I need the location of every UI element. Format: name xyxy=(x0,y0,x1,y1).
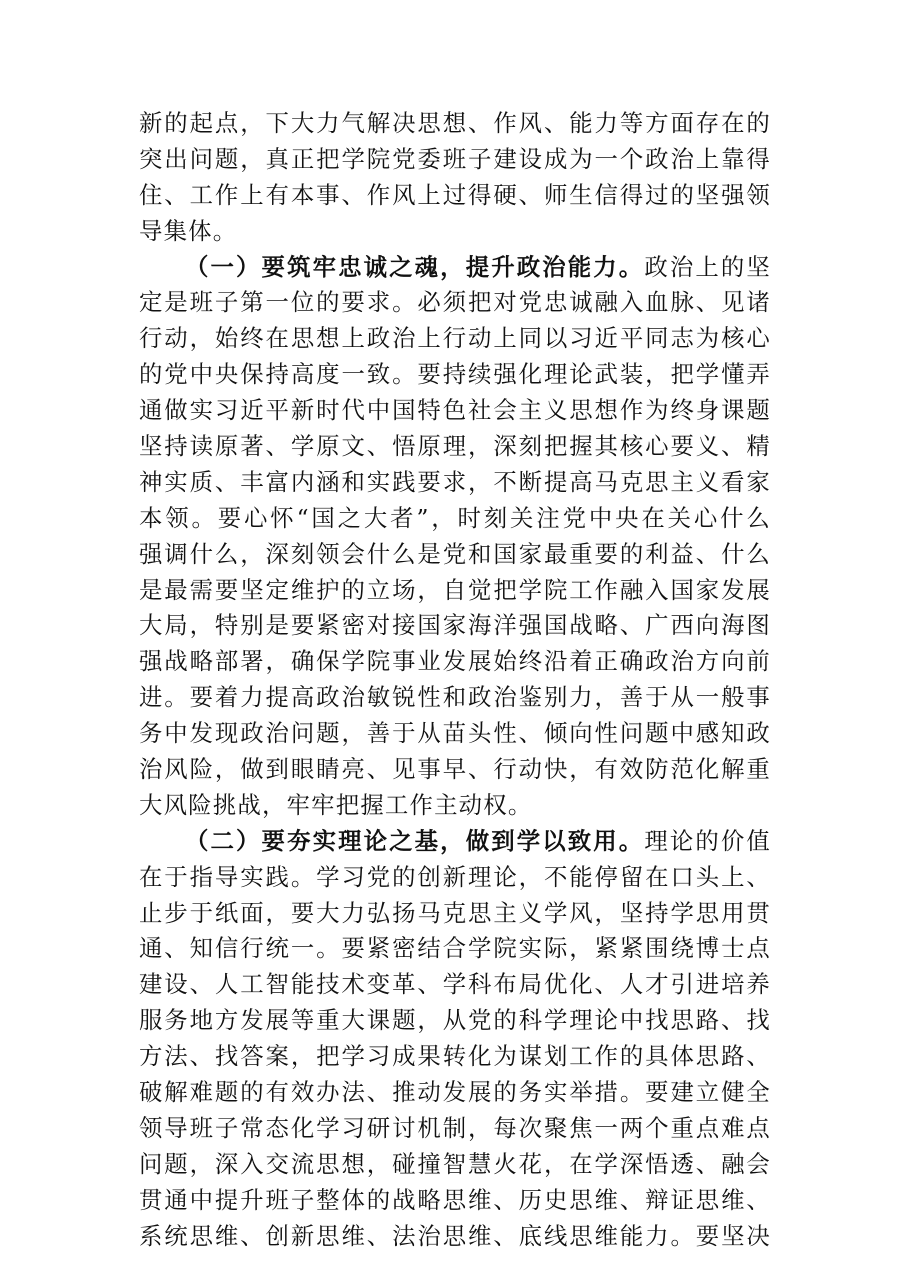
text-line: 新的起点，下大力气解决思想、作风、能力等方面存在的 xyxy=(139,109,771,137)
text-line: 在于指导实践。学习党的创新理论，不能停留在口头上、 xyxy=(139,862,771,891)
text-line: 导集体。 xyxy=(139,216,238,245)
text-line: 治风险，做到眼睛亮、见事早、行动快，有效防范化解重 xyxy=(139,755,771,784)
text-line: 定是班子第一位的要求。必须把对党忠诚融入血脉、见诸 xyxy=(139,288,771,317)
text-line: 进。要着力提高政治敏锐性和政治鉴别力，善于从一般事 xyxy=(139,683,771,712)
text-line: 通、知信行统一。要紧密结合学院实际，紧紧围绕博士点 xyxy=(139,934,771,963)
text-line: 强调什么，深刻领会什么是党和国家最重要的利益、什么 xyxy=(139,539,771,568)
text-line: 服务地方发展等重大课题，从党的科学理论中找思路、找 xyxy=(139,1006,771,1035)
text-line: 坚持读原著、学原文、悟原理，深刻把握其核心要义、精 xyxy=(139,432,771,461)
text-line: 行动，始终在思想上政治上行动上同以习近平同志为核心 xyxy=(139,324,771,353)
text-line: 破解难题的有效办法、推动发展的务实举措。要建立健全 xyxy=(139,1078,771,1107)
text-line: 是最需要坚定维护的立场，自觉把学院工作融入国家发展 xyxy=(139,575,771,604)
text-line: 止步于纸面，要大力弘扬马克思主义学风，坚持学思用贯 xyxy=(139,898,771,927)
text-line: 系统思维、创新思维、法治思维、底线思维能力。要坚决 xyxy=(139,1221,771,1250)
section-heading-line xyxy=(139,824,771,860)
section-heading: （二）要夯实理论之基，做到学以致用。 xyxy=(185,826,645,855)
text-line: 神实质、丰富内涵和实践要求，不断提高马克思主义看家 xyxy=(139,467,771,496)
text-line: 强战略部署，确保学院事业发展始终沿着正确政治方向前 xyxy=(139,647,771,676)
text-line: 通做实习近平新时代中国特色社会主义思想作为终身课题 xyxy=(139,396,771,425)
text-line: 领导班子常态化学习研讨机制，每次聚焦一两个重点难点 xyxy=(139,1113,771,1142)
text-line: 大局，特别是要紧密对接国家海洋强国战略、广西向海图 xyxy=(139,611,771,640)
text-run: 政治上的坚 xyxy=(644,252,771,281)
text-run: 理论的价值 xyxy=(644,826,771,855)
text-line: 的党中央保持高度一致。要持续强化理论武装，把学懂弄 xyxy=(139,360,771,389)
body-text xyxy=(139,106,771,1255)
text-line: 务中发现政治问题，善于从苗头性、倾向性问题中感知政 xyxy=(139,719,771,748)
text-line: 突出问题，真正把学院党委班子建设成为一个政治上靠得 xyxy=(139,144,771,173)
text-line: 问题，深入交流思想，碰撞智慧火花，在学深悟透、融会 xyxy=(139,1149,771,1178)
text-line: 方法、找答案，把学习成果转化为谋划工作的具体思路、 xyxy=(139,1042,771,1071)
section-heading-line xyxy=(139,250,771,286)
text-line: 贯通中提升班子整体的战略思维、历史思维、辩证思维、 xyxy=(139,1185,771,1214)
text-line: 建设、人工智能技术变革、学科布局优化、人才引进培养 xyxy=(139,970,771,999)
text-line: 本领。要心怀“国之大者”，时刻关注党中央在关心什么 xyxy=(139,503,771,532)
section-heading: （一）要筑牢忠诚之魂，提升政治能力。 xyxy=(185,252,645,281)
text-line: 大风险挑战，牢牢把握工作主动权。 xyxy=(139,790,533,819)
text-line: 住、工作上有本事、作风上过得硬、师生信得过的坚强领 xyxy=(139,180,771,209)
